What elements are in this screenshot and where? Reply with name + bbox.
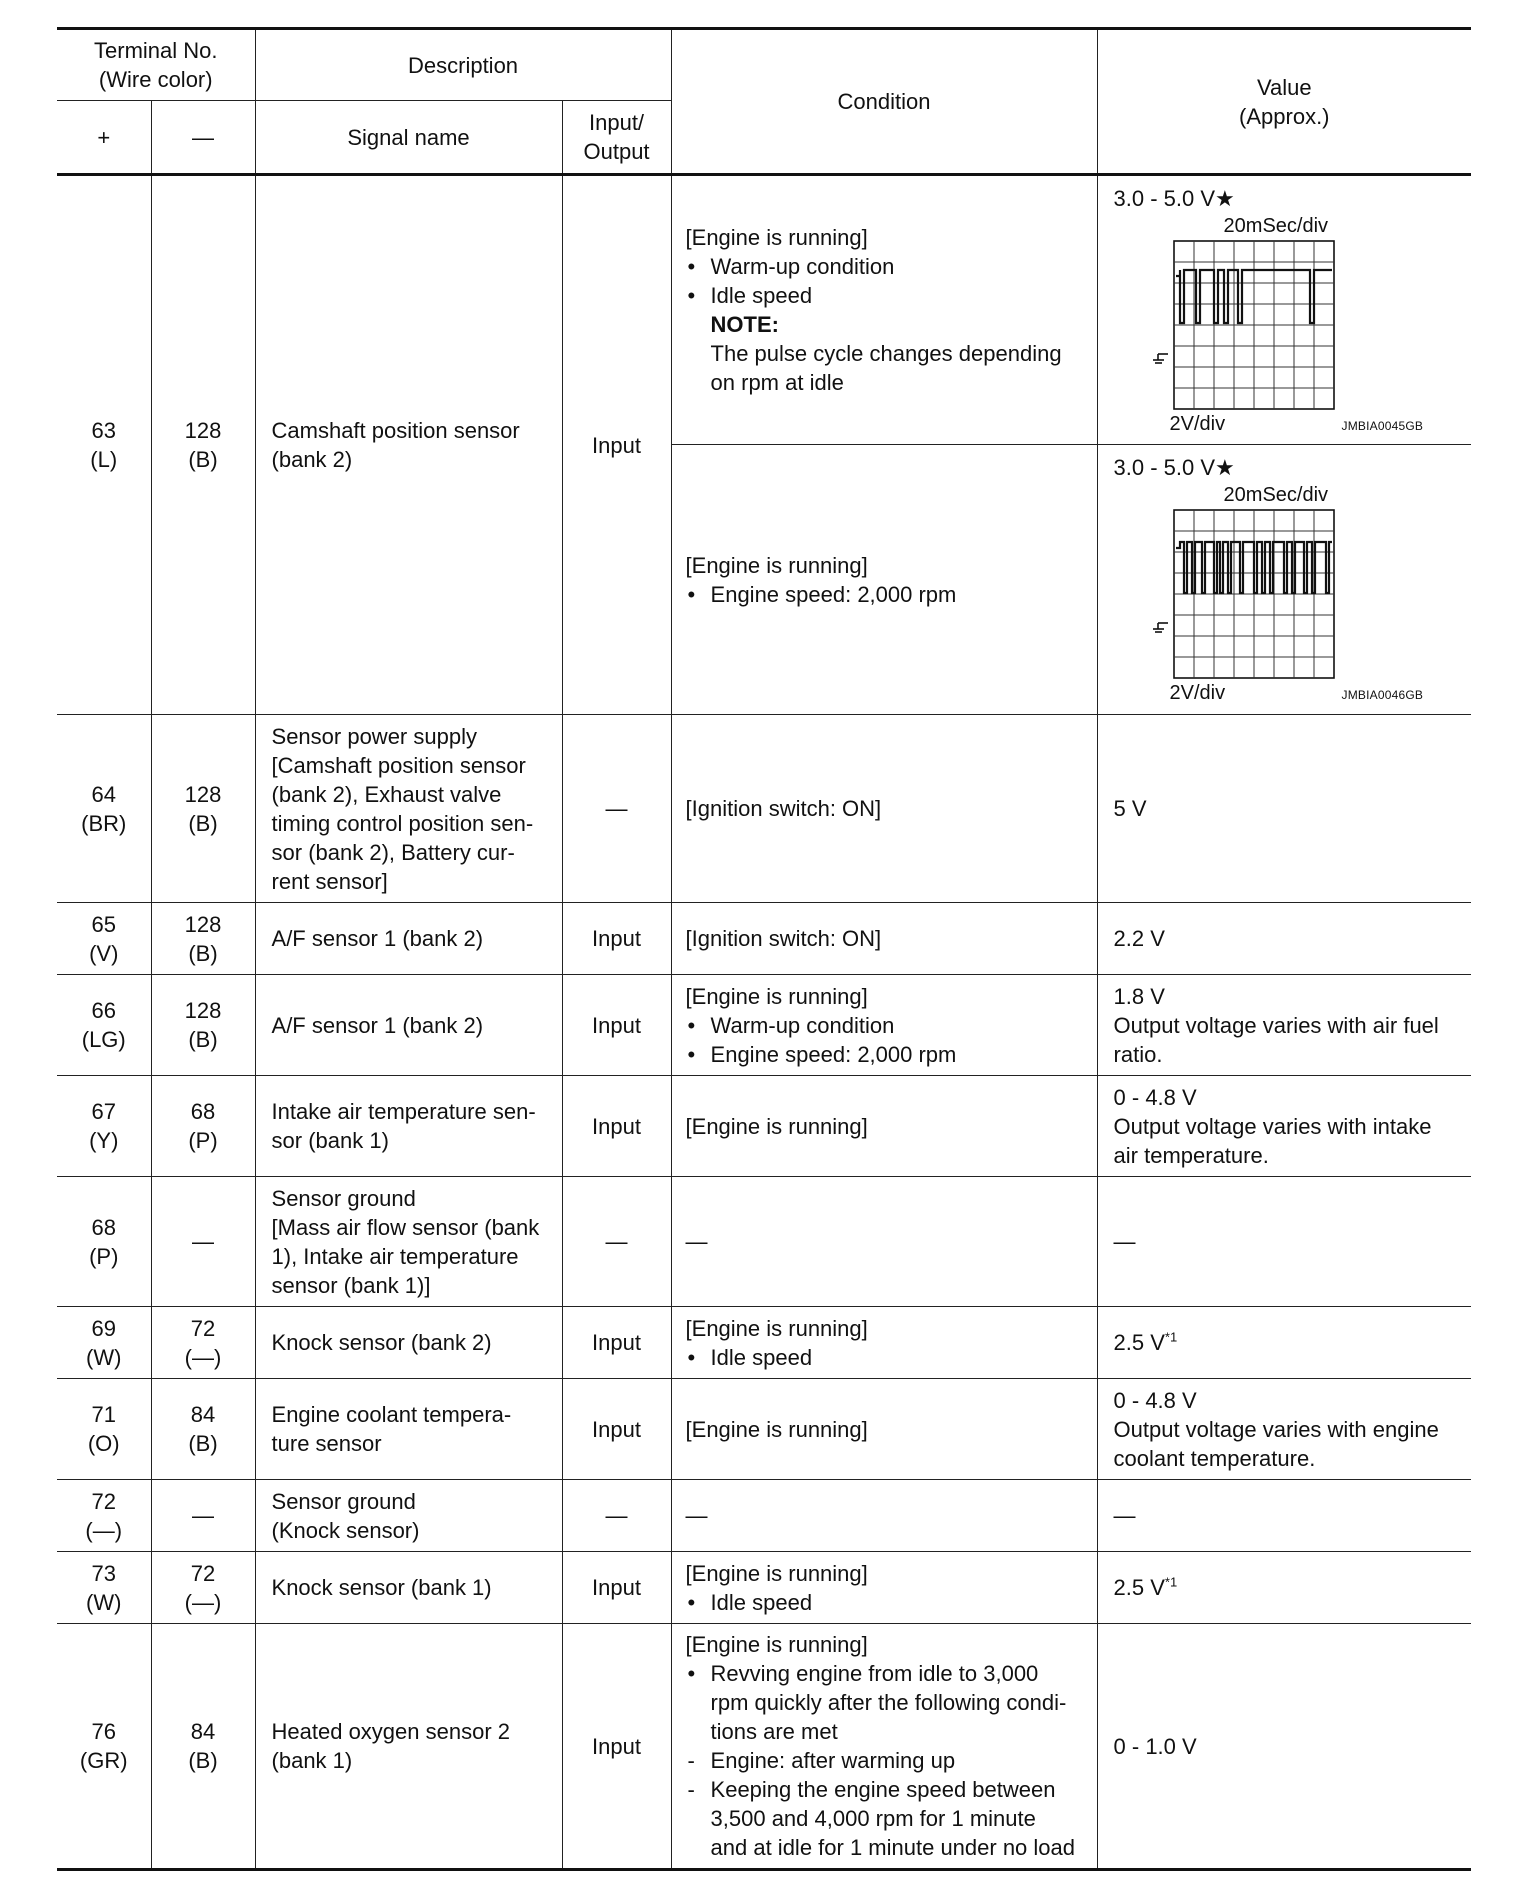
- value-line: [1114, 184, 1466, 213]
- wire-color: (P): [188, 1128, 218, 1153]
- figure-code: JMBIA0045GB: [1341, 419, 1424, 433]
- condition-title: [Engine is running]: [685, 552, 868, 578]
- signal-name: [255, 903, 562, 975]
- terminal-plus: [57, 1307, 151, 1379]
- scope-volt-scale: 2V/div: [1169, 682, 1226, 704]
- signal-name: [255, 715, 562, 903]
- wire-color: (O): [87, 1431, 120, 1456]
- terminal-number: —: [192, 1503, 214, 1528]
- terminal-number: 84: [190, 1719, 216, 1744]
- signal-line: (Knock sensor): [271, 1517, 420, 1543]
- note-label: NOTE:: [710, 312, 779, 337]
- signal-line: 1), Intake air temperature: [271, 1243, 519, 1269]
- value-text: —: [1113, 1503, 1136, 1528]
- condition-bullet: • Idle speed: [686, 281, 1091, 310]
- terminal-number: 69: [91, 1315, 116, 1341]
- io-type: Input: [562, 1307, 671, 1379]
- value-text: 3.0 - 5.0 V: [1113, 455, 1216, 480]
- condition: [671, 175, 1097, 445]
- terminal-number: 65: [91, 911, 116, 937]
- header-condition: Condition: [671, 29, 1097, 175]
- terminal-number: 84: [190, 1402, 216, 1427]
- value-text: 0 - 4.8 V: [1113, 1084, 1197, 1110]
- signal-line: (bank 1): [271, 1748, 353, 1773]
- terminal-minus: [151, 1076, 255, 1177]
- header-io: [562, 101, 671, 175]
- value-text: 2.5 V: [1113, 1330, 1165, 1355]
- terminal-number: —: [192, 1229, 214, 1254]
- value-cell: [1097, 715, 1471, 903]
- condition: [671, 1177, 1097, 1307]
- terminal-number: 76: [91, 1719, 116, 1744]
- condition-bullet: • Idle speed: [686, 1343, 1091, 1372]
- scope-grid: [1174, 241, 1334, 409]
- pulse-waveform: [1176, 542, 1332, 593]
- io-type: Input: [562, 1379, 671, 1480]
- signal-name: [255, 1076, 562, 1177]
- terminal-plus: [57, 1076, 151, 1177]
- value-cell: [1097, 1177, 1471, 1307]
- condition: [671, 445, 1097, 715]
- terminal-minus: [151, 1307, 255, 1379]
- signal-line: A/F sensor 1 (bank 2): [271, 926, 484, 951]
- io-type: Input: [562, 903, 671, 975]
- waveform-graph: [1114, 215, 1444, 435]
- signal-line: sor (bank 1): [271, 1128, 389, 1153]
- table-row: [57, 715, 1471, 903]
- condition-title: —: [685, 1503, 708, 1528]
- signal-name: [255, 1379, 562, 1480]
- header-io-input: Input/: [589, 110, 645, 135]
- terminal-minus: [151, 175, 255, 715]
- wire-color: (W): [86, 1344, 122, 1370]
- wire-color: (P): [89, 1243, 119, 1269]
- terminal-number: 68: [190, 1099, 216, 1124]
- wire-color: (B): [188, 1431, 218, 1456]
- condition-bullet: • Engine speed: 2,000 rpm: [686, 1040, 1091, 1069]
- io-type: Input: [562, 975, 671, 1076]
- value-cell: [1097, 1379, 1471, 1480]
- figure-code: JMBIA0046GB: [1341, 688, 1424, 702]
- signal-name: [255, 175, 562, 715]
- terminal-number: 128: [184, 911, 222, 937]
- terminal-minus: [151, 1624, 255, 1870]
- footnote-ref: *1: [1164, 1329, 1178, 1345]
- io-type: Input: [562, 175, 671, 715]
- terminal-table-sheet: [57, 27, 1471, 1871]
- condition-bullet: • Warm-up condition: [686, 1011, 1091, 1040]
- condition-bullet-cont: tions are met: [710, 1719, 838, 1744]
- condition: [671, 715, 1097, 903]
- header-minus: —: [151, 101, 255, 175]
- terminal-minus: [151, 903, 255, 975]
- value-cell: [1097, 175, 1471, 445]
- io-type: Input: [562, 1624, 671, 1870]
- terminal-number: 64: [91, 781, 116, 807]
- io-type: —: [562, 1177, 671, 1307]
- value-text: coolant temperature.: [1113, 1445, 1316, 1471]
- signal-line: A/F sensor 1 (bank 2): [271, 1012, 484, 1038]
- value-cell: [1097, 1624, 1471, 1870]
- value-text: Output voltage varies with engine: [1113, 1416, 1439, 1442]
- table-row: [57, 1177, 1471, 1307]
- condition: [671, 1076, 1097, 1177]
- value-text: 2.5 V: [1113, 1575, 1165, 1600]
- signal-name: [255, 1552, 562, 1624]
- header-terminal: [57, 29, 255, 101]
- table-row: [57, 1379, 1471, 1480]
- signal-name: [255, 975, 562, 1076]
- terminal-number: 71: [91, 1402, 116, 1427]
- terminal-plus: [57, 175, 151, 715]
- condition-title: [Engine is running]: [685, 1416, 868, 1442]
- condition-dash-item: - Engine: after warming up: [686, 1746, 1091, 1775]
- terminal-minus: [151, 975, 255, 1076]
- terminal-minus: [151, 1552, 255, 1624]
- io-type: —: [562, 715, 671, 903]
- condition-bullet: • Revving engine from idle to 3,000: [686, 1659, 1091, 1688]
- header-value-approx: (Approx.): [1239, 103, 1330, 129]
- signal-line: rent sensor]: [271, 868, 388, 894]
- star-icon: ★: [1215, 186, 1235, 211]
- value-cell: [1097, 1552, 1471, 1624]
- terminal-minus: [151, 1177, 255, 1307]
- wire-color: (B): [188, 1748, 218, 1773]
- signal-line: Sensor power supply: [271, 723, 477, 749]
- signal-name: [255, 1480, 562, 1552]
- condition: [671, 903, 1097, 975]
- wire-color: (BR): [81, 810, 127, 836]
- value-text: air temperature.: [1113, 1142, 1269, 1168]
- signal-line: Sensor ground: [271, 1488, 416, 1514]
- value-cell: [1097, 445, 1471, 715]
- terminal-number: 67: [91, 1099, 116, 1124]
- condition: [671, 1480, 1097, 1552]
- terminal-plus: [57, 715, 151, 903]
- ecm-terminal-table: [57, 27, 1471, 1871]
- terminal-minus: [151, 1480, 255, 1552]
- signal-line: Camshaft position sensor: [271, 418, 520, 443]
- signal-line: Knock sensor (bank 1): [271, 1575, 492, 1600]
- terminal-number: 63: [91, 418, 116, 443]
- condition-title: —: [685, 1229, 708, 1254]
- condition-bullet: • Engine speed: 2,000 rpm: [686, 580, 1091, 609]
- header-value: [1097, 29, 1471, 175]
- wire-color: (Y): [89, 1128, 119, 1153]
- wire-color: (B): [188, 940, 218, 966]
- terminal-plus: [57, 1177, 151, 1307]
- terminal-minus: [151, 1379, 255, 1480]
- condition-title: [Engine is running]: [685, 225, 868, 250]
- condition-bullet: • Warm-up condition: [686, 252, 1091, 281]
- table-row: [57, 1480, 1471, 1552]
- terminal-plus: [57, 903, 151, 975]
- terminal-number: 72: [91, 1488, 116, 1514]
- signal-line: [Mass air flow sensor (bank: [271, 1214, 540, 1240]
- wire-color: (B): [188, 810, 218, 836]
- value-cell: [1097, 1076, 1471, 1177]
- value-cell: [1097, 1307, 1471, 1379]
- value-cell: [1097, 903, 1471, 975]
- condition-title: [Engine is running]: [685, 1632, 868, 1657]
- terminal-number: 128: [184, 998, 222, 1023]
- value-text: 1.8 V: [1113, 983, 1165, 1009]
- header-terminal-no: Terminal No.: [94, 38, 218, 63]
- signal-line: (bank 2): [271, 447, 353, 472]
- value-text: 2.2 V: [1113, 926, 1165, 951]
- signal-line: sor (bank 2), Battery cur-: [271, 839, 515, 865]
- signal-line: [Camshaft position sensor: [271, 752, 526, 778]
- wire-color: (—): [184, 1344, 222, 1370]
- note-text: on rpm at idle: [710, 370, 844, 395]
- signal-line: ture sensor: [271, 1431, 382, 1456]
- signal-line: (bank 2), Exhaust valve: [271, 781, 502, 807]
- scope-time-scale: 20mSec/div: [1223, 215, 1329, 237]
- table-row: [57, 175, 1471, 445]
- terminal-number: 66: [91, 998, 116, 1023]
- value-text: 0 - 4.8 V: [1113, 1387, 1197, 1413]
- condition: [671, 1624, 1097, 1870]
- value-cell: [1097, 1480, 1471, 1552]
- header-wire-color: (Wire color): [98, 67, 213, 92]
- condition-dash-cont: and at idle for 1 minute under no load: [710, 1835, 1076, 1860]
- condition-bullet: • Idle speed: [686, 1588, 1091, 1617]
- wire-color: (L): [90, 447, 118, 472]
- condition-title: [Engine is running]: [685, 983, 868, 1009]
- header-row-1: [57, 29, 1471, 101]
- signal-line: Sensor ground: [271, 1185, 416, 1211]
- condition-dash-cont: 3,500 and 4,000 rpm for 1 minute: [710, 1806, 1036, 1831]
- value-text: ratio.: [1113, 1041, 1163, 1067]
- ground-icon: [1153, 354, 1168, 363]
- value-text: 5 V: [1113, 796, 1147, 821]
- wire-color: (—): [85, 1517, 123, 1543]
- condition: [671, 1307, 1097, 1379]
- terminal-number: 68: [91, 1214, 116, 1240]
- condition-title: [Engine is running]: [685, 1560, 868, 1586]
- header-signal-name: Signal name: [255, 101, 562, 175]
- wire-color: (GR): [79, 1748, 128, 1773]
- header-io-output: Output: [583, 139, 650, 164]
- table-row: [57, 903, 1471, 975]
- signal-line: Knock sensor (bank 2): [271, 1330, 492, 1355]
- header-description: Description: [255, 29, 671, 101]
- signal-name: [255, 1177, 562, 1307]
- value-text: 0 - 1.0 V: [1113, 1733, 1197, 1759]
- oscilloscope-waveform: [1114, 215, 1444, 435]
- value-line: [1114, 453, 1466, 482]
- note-text: The pulse cycle changes depending: [710, 341, 1062, 366]
- condition-title: [Engine is running]: [685, 1113, 868, 1139]
- terminal-number: 72: [190, 1560, 216, 1586]
- condition-title: [Ignition switch: ON]: [685, 926, 882, 951]
- terminal-plus: [57, 1480, 151, 1552]
- signal-line: Heated oxygen sensor 2: [271, 1719, 511, 1744]
- table-row: [57, 1307, 1471, 1379]
- table-row: [57, 975, 1471, 1076]
- wire-color: (V): [89, 940, 119, 966]
- scope-volt-scale: 2V/div: [1169, 413, 1226, 435]
- header-value-label: Value: [1256, 74, 1312, 100]
- value-text: —: [1113, 1229, 1136, 1254]
- condition-title: [Engine is running]: [685, 1315, 868, 1341]
- io-type: Input: [562, 1552, 671, 1624]
- terminal-number: 128: [184, 781, 222, 807]
- table-row: [57, 1076, 1471, 1177]
- scope-time-scale: 20mSec/div: [1223, 484, 1329, 506]
- terminal-number: 128: [184, 418, 222, 443]
- wire-color: (W): [86, 1589, 122, 1615]
- waveform-graph: [1114, 484, 1444, 704]
- terminal-plus: [57, 1624, 151, 1870]
- value-cell: [1097, 975, 1471, 1076]
- terminal-plus: [57, 975, 151, 1076]
- wire-color: (B): [188, 1027, 218, 1052]
- terminal-number: 73: [91, 1560, 116, 1586]
- wire-color: (—): [184, 1589, 222, 1615]
- value-text: Output voltage varies with intake: [1113, 1113, 1432, 1139]
- value-text: 3.0 - 5.0 V: [1113, 186, 1216, 211]
- signal-line: sensor (bank 1)]: [271, 1272, 431, 1298]
- condition-bullet-cont: rpm quickly after the following condi-: [710, 1690, 1067, 1715]
- signal-line: Intake air temperature sen-: [271, 1099, 536, 1124]
- star-icon: ★: [1215, 455, 1235, 480]
- wire-color: (B): [188, 447, 218, 472]
- signal-line: Engine coolant tempera-: [271, 1402, 512, 1427]
- signal-name: [255, 1624, 562, 1870]
- io-type: —: [562, 1480, 671, 1552]
- condition: [671, 975, 1097, 1076]
- signal-line: timing control position sen-: [271, 810, 534, 836]
- value-text: Output voltage varies with air fuel: [1113, 1012, 1439, 1038]
- table-row: [57, 1624, 1471, 1870]
- signal-name: [255, 1307, 562, 1379]
- footnote-ref: *1: [1164, 1574, 1178, 1590]
- condition: [671, 1552, 1097, 1624]
- wire-color: (LG): [81, 1027, 126, 1052]
- condition: [671, 1379, 1097, 1480]
- io-type: Input: [562, 1076, 671, 1177]
- terminal-plus: [57, 1379, 151, 1480]
- terminal-plus: [57, 1552, 151, 1624]
- oscilloscope-waveform: [1114, 484, 1444, 704]
- header-plus: +: [57, 101, 151, 175]
- condition-title: [Ignition switch: ON]: [685, 796, 882, 821]
- ground-icon: [1153, 623, 1168, 632]
- terminal-number: 72: [190, 1315, 216, 1341]
- condition-dash-item: - Keeping the engine speed between: [686, 1775, 1091, 1804]
- table-row: [57, 1552, 1471, 1624]
- terminal-minus: [151, 715, 255, 903]
